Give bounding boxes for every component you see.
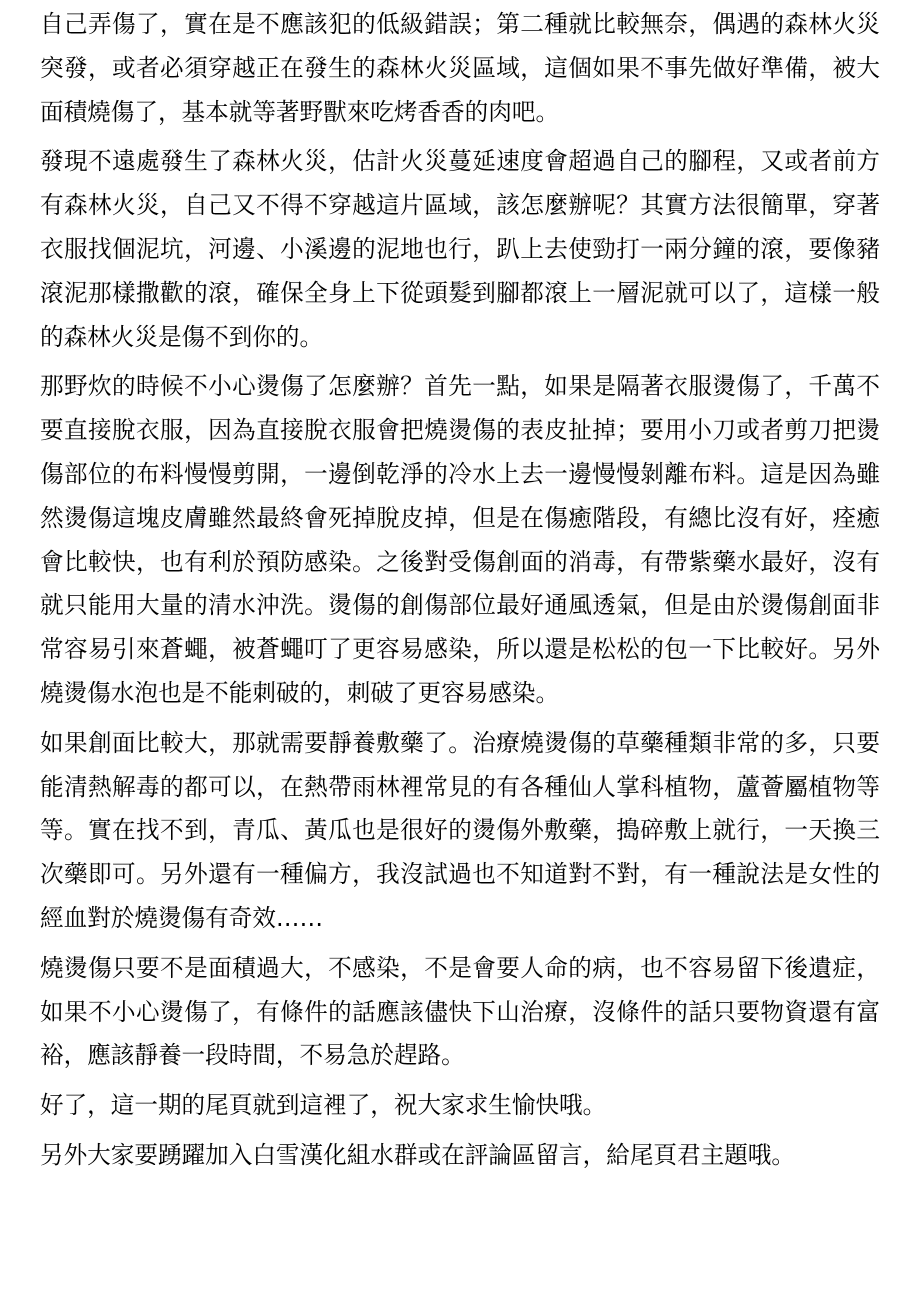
paragraph-invitation: 另外大家要踴躍加入白雪漢化組水群或在評論區留言，給尾頁君主題哦。 <box>40 1140 795 1169</box>
paragraph-forest-fire-mud: 發現不遠處發生了森林火災，估計火災蔓延速度會超過自己的腳程，又或者前方有森林火災，自己又不得不穿越這片區域，該怎麼辦呢？其實方法很簡單，穿著衣服找個泥坑，河邊、小溪邊的泥地也行，趴上去使勁打一兩分鐘的滾，要像豬滾泥那樣撒歡的滾，確保全身上下從頭髮到腳都滾上一層泥就可以了，這樣一般的森林火災是傷不到你的。 <box>40 147 880 351</box>
paragraph-recovery-advice: 燒燙傷只要不是面積過大，不感染，不是會要人命的病，也不容易留下後遺症，如果不小心燙傷了，有條件的話應該儘快下山治療，沒條件的話只要物資還有富裕，應該靜養一段時間，不易急於趕路。 <box>40 953 880 1070</box>
paragraph-closing: 好了，這一期的尾頁就到這裡了，祝大家求生愉快哦。 <box>40 1091 607 1120</box>
document-page <box>40 0 880 1184</box>
paragraph-injury-causes: 自己弄傷了，實在是不應該犯的低級錯誤；第二種就比較無奈，偶遇的森林火災突發，或者必須穿越正在發生的森林火災區域，這個如果不事先做好準備，被大面積燒傷了，基本就等著野獸來吃烤香香的肉吧。 <box>40 10 880 126</box>
paragraph-burn-first-aid: 那野炊的時候不小心燙傷了怎麼辦？首先一點，如果是隔著衣服燙傷了，千萬不要直接脫衣服，因為直接脫衣服會把燒燙傷的表皮扯掉；要用小刀或者剪刀把燙傷部位的布料慢慢剪開，一邊倒乾淨的冷水上去一邊慢慢剝離布料。這是因為雖然燙傷這塊皮膚雖然最終會死掉脫皮掉，但是在傷癒階段，有總比沒有好，痊癒會比較快，也有利於預防感染。之後對受傷創面的消毒，有帶紫藥水最好，沒有就只能用大量的清水沖洗。燙傷的創傷部位最好通風透氣，但是由於燙傷創面非常容易引來蒼蠅，被蒼蠅叮了更容易感染，所以還是松松的包一下比較好。另外燒燙傷水泡也是不能刺破的，刺破了更容易感染。 <box>40 372 880 707</box>
paragraph-herbal-treatment: 如果創面比較大，那就需要靜養敷藥了。治療燒燙傷的草藥種類非常的多，只要能清熱解毒的都可以，在熱帶雨林裡常見的有各種仙人掌科植物，蘆薈屬植物等等。實在找不到，青瓜、黃瓜也是很好的燙傷外敷藥，搗碎敷上就行，一天換三次藥即可。另外還有一種偏方，我沒試過也不知道對不對，有一種說法是女性的經血對於燒燙傷有奇效…… <box>40 728 880 932</box>
